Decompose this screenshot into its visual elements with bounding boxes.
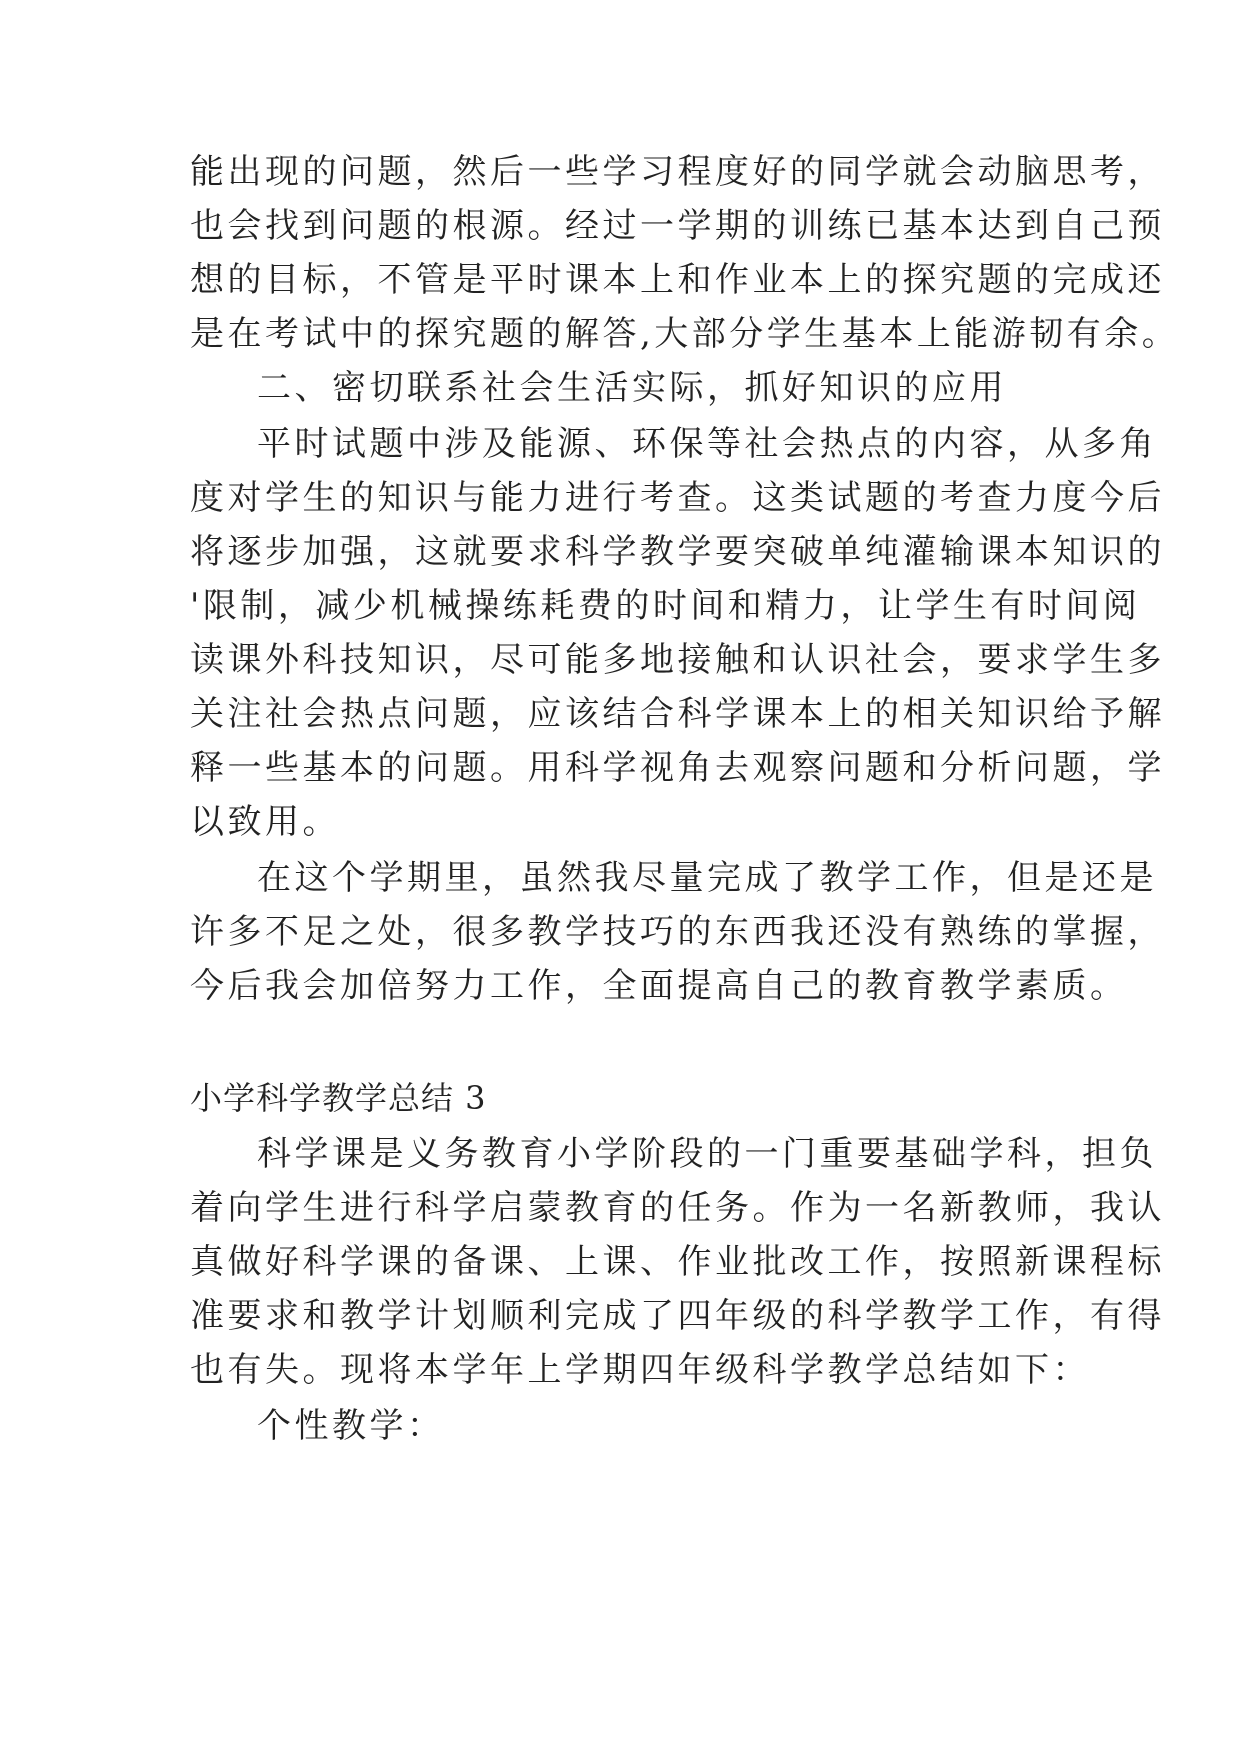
paragraph-line: 释一些基本的问题。用科学视角去观察问题和分析问题，学 bbox=[190, 748, 1165, 788]
paragraph-line: 着向学生进行科学启蒙教育的任务。作为一名新教师，我认 bbox=[190, 1188, 1165, 1228]
paragraph-line: 真做好科学课的备课、上课、作业批改工作，按照新课程标 bbox=[190, 1242, 1165, 1282]
paragraph-line: 想的目标，不管是平时课本上和作业本上的探究题的完成还 bbox=[190, 260, 1165, 300]
paragraph-line: 能出现的问题，然后一些学习程度好的同学就会动脑思考， bbox=[190, 152, 1165, 192]
section-title: 小学科学教学总结 3 bbox=[190, 1079, 487, 1117]
section-heading: 二、密切联系社会生活实际，抓好知识的应用 bbox=[257, 368, 1007, 408]
paragraph-line: 将逐步加强，这就要求科学教学要突破单纯灌输课本知识的 bbox=[190, 532, 1165, 572]
paragraph-line: 今后我会加倍努力工作，全面提高自己的教育教学素质。 bbox=[190, 966, 1128, 1006]
paragraph-line: 准要求和教学计划顺利完成了四年级的科学教学工作，有得 bbox=[190, 1296, 1165, 1336]
paragraph-line: 以致用。 bbox=[190, 802, 340, 842]
paragraph-line: 也有失。现将本学年上学期四年级科学教学总结如下： bbox=[190, 1350, 1090, 1390]
paragraph-line: 是在考试中的探究题的解答,大部分学生基本上能游韧有余。 bbox=[190, 314, 1180, 354]
paragraph-line: '限制，减少机械操练耗费的时间和精力，让学生有时间阅 bbox=[190, 586, 1141, 626]
paragraph-line: 许多不足之处，很多教学技巧的东西我还没有熟练的掌握， bbox=[190, 912, 1165, 952]
paragraph-line: 关注社会热点问题，应该结合科学课本上的相关知识给予解 bbox=[190, 694, 1165, 734]
paragraph-line: 科学课是义务教育小学阶段的一门重要基础学科，担负 bbox=[257, 1134, 1157, 1174]
paragraph-line: 在这个学期里，虽然我尽量完成了教学工作，但是还是 bbox=[257, 858, 1157, 898]
paragraph-line: 度对学生的知识与能力进行考查。这类试题的考查力度今后 bbox=[190, 478, 1165, 518]
paragraph-line: 平时试题中涉及能源、环保等社会热点的内容，从多角 bbox=[257, 424, 1157, 464]
subheading: 个性教学： bbox=[257, 1406, 445, 1446]
paragraph-line: 也会找到问题的根源。经过一学期的训练已基本达到自己预 bbox=[190, 206, 1165, 246]
paragraph-line: 读课外科技知识，尽可能多地接触和认识社会，要求学生多 bbox=[190, 640, 1165, 680]
